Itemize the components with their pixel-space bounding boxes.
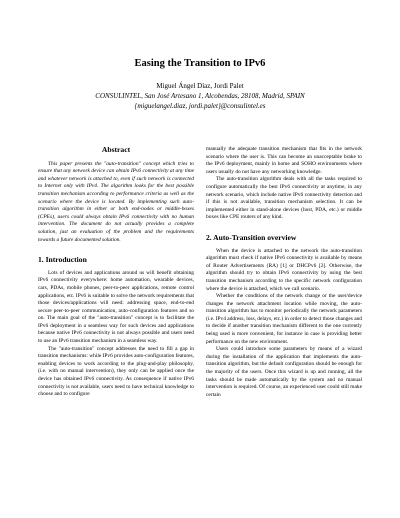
intro-continued-paragraph: manually the adequate transition mechanism that fits in the network scenario where the user is. This can become an unacceptable brake to the IPv6 deployment, mainly in home and SOHO environments where users usually do not have any networking knowledge. [206, 146, 362, 175]
intro-paragraph: Lots of devices and applications around us will benefit obtaining IPv6 connectivity everywhere: home automation, wearable devices, cars, PDAs, mobile phones, peer-to-peer applications, remote control applications, etc. IPv6 is suitable to solve the network requirements that those devices/applications will need: addressing space, end-to-end secure peer-to-peer communication, auto-configuration features and so on. The main goal of the "auto-transition" concept is to facilitate the IPv6 deployment in a seamless way for such devices and applications because native IPv6 connectivity is not always possible and users need to use an IPv6 transition mechanism in a seamless way. [38, 269, 194, 345]
intro-paragraph: The "auto-transition" concept addresses the need to fill a gap in transition mechanisms: while IPv6 provides auto-configuration features, enabling devices to work according to the plug-and-play philosophy, (i.e. with no manual intervention), they only can be applied once the device has obtained IPv6 connectivity. As consequence if native IPv6 connectivity is not available, users need to have technical knowledge to choose and to configure [38, 345, 194, 398]
overview-paragraph: When the device is attached to the network the auto-transition algorithm must check if native IPv6 connectivity is available by means of Router Advertisements (RA) [1] or DHCPv6 [2]. Otherwise, the algorithm should try to obtain IPv6 connectivity by using the best transition mechanism according to the specific network configuration where the device is attached, which we call scenario. [206, 247, 362, 292]
overview-paragraph: Whether the conditions of the network change or the user/device changes the network attachment location while moving, the auto-transition algorithm has to monitor periodically the network parameters (i.e. IPv4 address, loss, delays, etc.) in order to detect those changes and to decide if another transition mechanism different to the one currently being used is more convenient, for instance in case is providing better performance on the new environment. [206, 293, 362, 345]
affiliation: CONSULINTEL, San José Artesano 1, Alcobendas, 28108, Madrid, SPAIN [95, 91, 305, 100]
overview-paragraph: Users could introduce some parameters by means of a wizard during the installation of the application that implements the auto-transition algorithm, but the default configuration should be enough for the majority of the users. Once this wizard is up and running, all the tasks should be made automatically by the system and no manual intervention is required. Of course, an experienced user could still make certain [206, 346, 362, 398]
paper-title: Easing the Transition to IPv6 [134, 58, 266, 69]
author-names: Miguel Ángel Díaz, Jordi Palet [156, 82, 244, 90]
abstract-text: This paper presents the "auto-transition" concept which tries to ensure that any network device can obtain IPv6 connectivity at any time and whatever network is attached to, even if such network is connected to Internet only with IPv4. The algorithm looks for the best possible transition mechanism according to performance criteria as well as the scenario where the device is located. By implementing such auto-transition algorithm in either or both end-nodes or middle-boxes (CPEs), users could always obtain IPv6 connectivity with no human intervention. The document do not actually provides a complete solution, just an evaluation of the problem and the requirements towards a future documented solution. [38, 160, 194, 243]
section-heading-overview: 2. Auto-Transition overview [206, 232, 297, 242]
author-block [0, 82, 400, 111]
author-emails: {miguelangel.diaz, jordi.palet}@consulintel.es [134, 101, 266, 110]
right-column [206, 146, 362, 399]
intro-paragraph: The auto-transition algorithm deals with all the tasks required to configure automatically the best IPv6 connectivity at anytime, in any network scenario, which include native IPv6 connectivity detection and if this is not available, transition mechanism selection. It can be implemented either in stand-alone devices (host, PDA, etc.) or middle boxes like CPE routers of any kind. [206, 176, 362, 221]
abstract-heading: Abstract [101, 145, 131, 154]
left-column [38, 146, 194, 399]
section-heading-introduction: 1. Introduction [38, 255, 87, 265]
